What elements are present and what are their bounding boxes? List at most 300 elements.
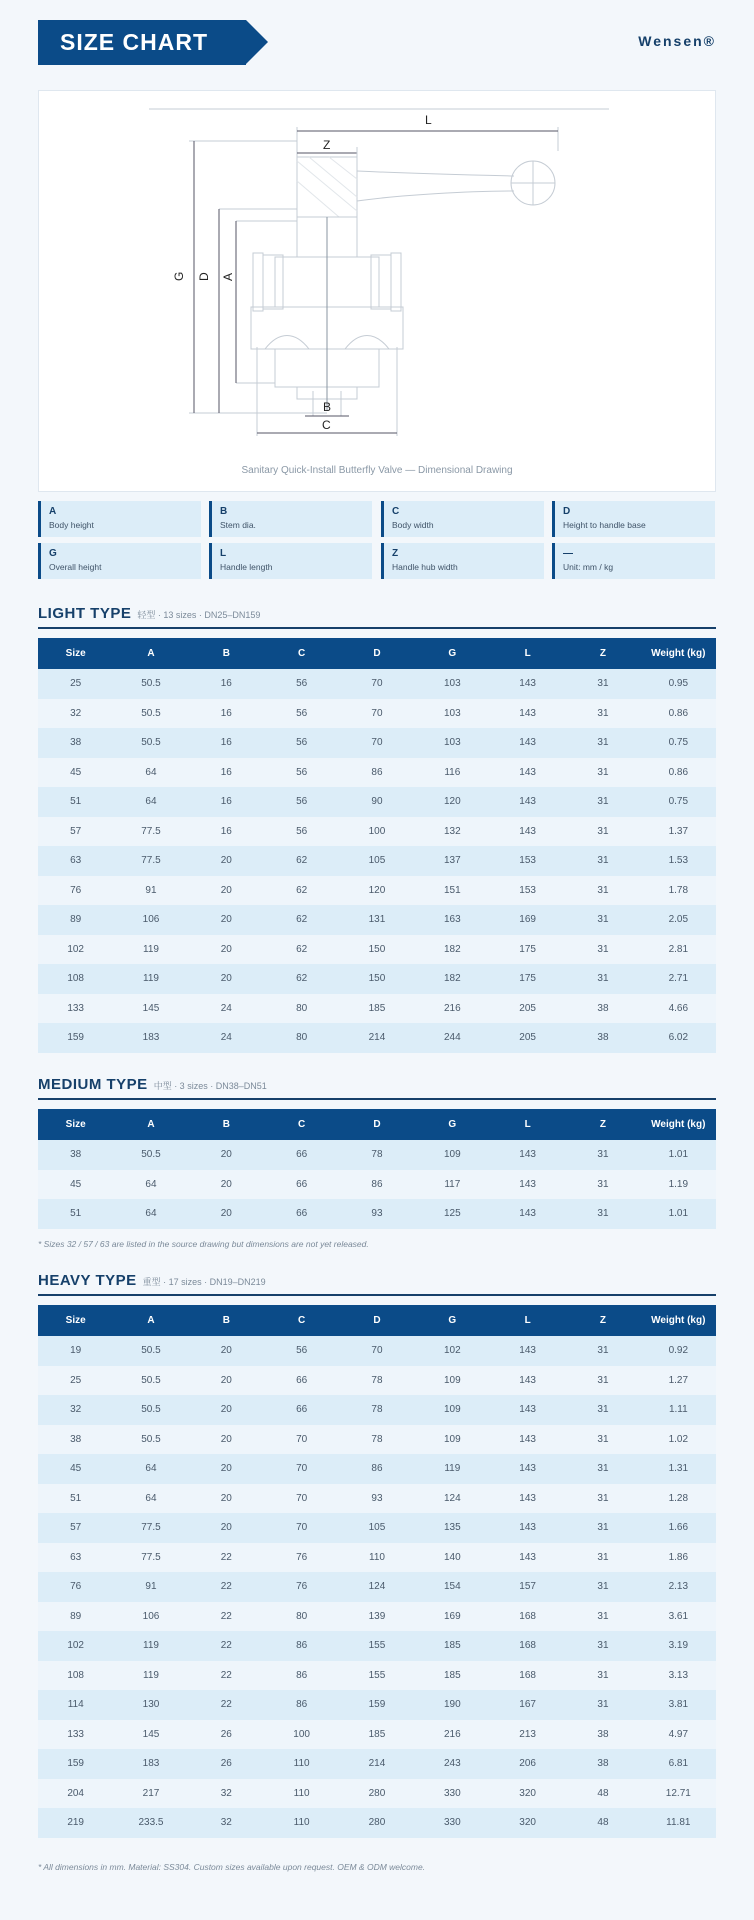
column-header: L [490, 1109, 565, 1140]
table-cell: 56 [264, 1336, 339, 1366]
table-cell: 66 [264, 1395, 339, 1425]
table-cell: 143 [490, 1170, 565, 1200]
table-cell: 90 [339, 787, 414, 817]
table-cell: 31 [565, 1140, 640, 1170]
table-cell: 31 [565, 1366, 640, 1396]
table-cell: 163 [415, 905, 490, 935]
drawing-caption: Sanitary Quick-Install Butterfly Valve — Dimensional Drawing [241, 465, 513, 476]
table-row [38, 1336, 716, 1366]
table-cell: 91 [113, 1572, 188, 1602]
table-cell: 153 [490, 876, 565, 906]
heavy-type-table [38, 1305, 716, 1838]
table-cell: 80 [264, 994, 339, 1024]
section-divider [38, 1294, 716, 1296]
table-cell: 50.5 [113, 1425, 188, 1455]
table-cell: 119 [113, 935, 188, 965]
table-row [38, 1140, 716, 1170]
table-cell: 31 [565, 1631, 640, 1661]
legend-desc: Body height [49, 520, 94, 530]
table-cell: 20 [189, 1336, 264, 1366]
table-cell: 16 [189, 817, 264, 847]
table-cell: 124 [339, 1572, 414, 1602]
page-title: SIZE CHART [60, 29, 208, 55]
table-cell: 31 [565, 1543, 640, 1573]
table-cell: 320 [490, 1779, 565, 1809]
table-cell: 330 [415, 1779, 490, 1809]
table-cell: 124 [415, 1484, 490, 1514]
table-cell: 22 [189, 1572, 264, 1602]
table-cell: 56 [264, 669, 339, 699]
table-cell: 20 [189, 1199, 264, 1229]
table-cell: 233.5 [113, 1808, 188, 1838]
table-cell: 31 [565, 935, 640, 965]
table-cell: 185 [415, 1631, 490, 1661]
table-cell: 48 [565, 1779, 640, 1809]
table-cell: 50.5 [113, 1336, 188, 1366]
table-row [38, 728, 716, 758]
table-cell: 143 [490, 1140, 565, 1170]
legend-item [552, 543, 715, 579]
table-cell: 31 [565, 1425, 640, 1455]
table-cell: 0.95 [641, 669, 716, 699]
medium-type-table [38, 1109, 716, 1229]
table-cell: 20 [189, 1366, 264, 1396]
column-header: A [113, 1109, 188, 1140]
table-row [38, 935, 716, 965]
table-cell: 168 [490, 1631, 565, 1661]
table-cell: 77.5 [113, 1543, 188, 1573]
table-cell: 143 [490, 758, 565, 788]
section-divider [38, 627, 716, 629]
table-cell: 2.81 [641, 935, 716, 965]
table-cell: 24 [189, 994, 264, 1024]
table-cell: 2.05 [641, 905, 716, 935]
table-cell: 62 [264, 935, 339, 965]
table-cell: 132 [415, 817, 490, 847]
column-header: B [189, 1109, 264, 1140]
table-cell: 62 [264, 964, 339, 994]
table-cell: 119 [113, 1631, 188, 1661]
table-cell: 20 [189, 1513, 264, 1543]
table-cell: 50.5 [113, 699, 188, 729]
heavy-type-heading [38, 1272, 266, 1292]
table-row [38, 1425, 716, 1455]
table-cell: 20 [189, 964, 264, 994]
table-cell: 175 [490, 935, 565, 965]
table-cell: 20 [189, 1395, 264, 1425]
table-row [38, 1779, 716, 1809]
table-cell: 143 [490, 1543, 565, 1573]
table-cell: 159 [38, 1023, 113, 1053]
column-header: Size [38, 1305, 113, 1336]
table-cell: 86 [264, 1631, 339, 1661]
legend-desc: Body width [392, 520, 434, 530]
table-cell: 20 [189, 935, 264, 965]
table-cell: 109 [415, 1425, 490, 1455]
column-header: G [415, 638, 490, 669]
table-cell: 50.5 [113, 1395, 188, 1425]
table-cell: 26 [189, 1720, 264, 1750]
table-cell: 1.53 [641, 846, 716, 876]
table-cell: 103 [415, 699, 490, 729]
table-cell: 1.86 [641, 1543, 716, 1573]
table-cell: 38 [38, 728, 113, 758]
table-cell: 38 [565, 1023, 640, 1053]
table-row [38, 994, 716, 1024]
table-cell: 143 [490, 787, 565, 817]
table-cell: 150 [339, 964, 414, 994]
table-cell: 31 [565, 846, 640, 876]
table-cell: 183 [113, 1023, 188, 1053]
table-cell: 78 [339, 1425, 414, 1455]
table-row [38, 1720, 716, 1750]
table-cell: 57 [38, 1513, 113, 1543]
table-cell: 12.71 [641, 1779, 716, 1809]
table-cell: 31 [565, 1572, 640, 1602]
table-cell: 6.02 [641, 1023, 716, 1053]
table-cell: 103 [415, 669, 490, 699]
table-row [38, 1023, 716, 1053]
table-cell: 31 [565, 1395, 640, 1425]
table-cell: 26 [189, 1749, 264, 1779]
section-title: MEDIUM TYPE [38, 1076, 148, 1093]
legend-item [381, 501, 544, 537]
table-cell: 185 [339, 1720, 414, 1750]
table-cell: 0.86 [641, 699, 716, 729]
table-cell: 167 [490, 1690, 565, 1720]
table-cell: 175 [490, 964, 565, 994]
table-row [38, 1808, 716, 1838]
section-subtitle: 重型 · 17 sizes · DN19–DN219 [142, 1277, 266, 1287]
table-cell: 103 [415, 728, 490, 758]
table-cell: 76 [264, 1543, 339, 1573]
table-cell: 31 [565, 787, 640, 817]
table-cell: 93 [339, 1484, 414, 1514]
column-header: C [264, 1305, 339, 1336]
table-cell: 4.97 [641, 1720, 716, 1750]
table-cell: 143 [490, 669, 565, 699]
table-cell: 140 [415, 1543, 490, 1573]
table-cell: 143 [490, 1513, 565, 1543]
table-cell: 77.5 [113, 817, 188, 847]
table-cell: 100 [339, 817, 414, 847]
legend-item [38, 501, 201, 537]
table-cell: 51 [38, 1199, 113, 1229]
table-cell: 64 [113, 758, 188, 788]
table-cell: 86 [264, 1690, 339, 1720]
legend-desc: Overall height [49, 562, 102, 572]
table-cell: 1.66 [641, 1513, 716, 1543]
table-cell: 70 [339, 728, 414, 758]
table-cell: 16 [189, 699, 264, 729]
table-cell: 80 [264, 1602, 339, 1632]
table-cell: 119 [113, 964, 188, 994]
dim-label-l: L [425, 113, 432, 127]
section-title: HEAVY TYPE [38, 1272, 137, 1289]
table-cell: 16 [189, 787, 264, 817]
table-cell: 0.75 [641, 787, 716, 817]
table-cell: 64 [113, 1170, 188, 1200]
table-cell: 66 [264, 1199, 339, 1229]
table-cell: 70 [339, 669, 414, 699]
table-cell: 105 [339, 846, 414, 876]
table-cell: 25 [38, 1366, 113, 1396]
table-cell: 154 [415, 1572, 490, 1602]
table-cell: 3.81 [641, 1690, 716, 1720]
table-cell: 31 [565, 876, 640, 906]
table-cell: 51 [38, 1484, 113, 1514]
table-cell: 110 [339, 1543, 414, 1573]
table-cell: 110 [264, 1808, 339, 1838]
column-header: C [264, 1109, 339, 1140]
table-cell: 45 [38, 758, 113, 788]
table-cell: 120 [339, 876, 414, 906]
table-cell: 151 [415, 876, 490, 906]
table-cell: 77.5 [113, 1513, 188, 1543]
table-cell: 56 [264, 728, 339, 758]
table-cell: 31 [565, 1661, 640, 1691]
table-cell: 64 [113, 1199, 188, 1229]
table-cell: 190 [415, 1690, 490, 1720]
column-header: L [490, 1305, 565, 1336]
legend-key: G [49, 548, 57, 559]
table-cell: 31 [565, 1336, 640, 1366]
table-cell: 185 [339, 994, 414, 1024]
table-cell: 56 [264, 817, 339, 847]
legend-desc: Unit: mm / kg [563, 562, 614, 572]
table-cell: 206 [490, 1749, 565, 1779]
table-cell: 56 [264, 699, 339, 729]
column-header: Size [38, 1109, 113, 1140]
table-cell: 185 [415, 1661, 490, 1691]
table-cell: 119 [113, 1661, 188, 1691]
table-row [38, 699, 716, 729]
table-row [38, 1199, 716, 1229]
table-row [38, 1690, 716, 1720]
table-cell: 31 [565, 1690, 640, 1720]
column-header: Weight (kg) [641, 1109, 716, 1140]
section-title: LIGHT TYPE [38, 605, 132, 622]
dimensional-drawing [38, 90, 716, 492]
table-cell: 16 [189, 758, 264, 788]
table-cell: 217 [113, 1779, 188, 1809]
table-row [38, 1170, 716, 1200]
table-cell: 70 [264, 1513, 339, 1543]
legend-desc: Handle length [220, 562, 273, 572]
legend-item [381, 543, 544, 579]
table-cell: 110 [264, 1749, 339, 1779]
table-cell: 125 [415, 1199, 490, 1229]
table-cell: 133 [38, 1720, 113, 1750]
table-cell: 16 [189, 669, 264, 699]
table-cell: 183 [113, 1749, 188, 1779]
table-cell: 86 [264, 1661, 339, 1691]
table-cell: 31 [565, 669, 640, 699]
table-cell: 22 [189, 1602, 264, 1632]
legend-item [552, 501, 715, 537]
dim-label-g: G [172, 271, 186, 281]
table-cell: 70 [264, 1454, 339, 1484]
table-cell: 106 [113, 905, 188, 935]
table-cell: 31 [565, 699, 640, 729]
table-cell: 3.13 [641, 1661, 716, 1691]
column-header: G [415, 1109, 490, 1140]
table-cell: 1.78 [641, 876, 716, 906]
table-row [38, 1454, 716, 1484]
table-row [38, 1366, 716, 1396]
table-cell: 135 [415, 1513, 490, 1543]
table-row [38, 846, 716, 876]
table-cell: 1.11 [641, 1395, 716, 1425]
table-cell: 32 [189, 1808, 264, 1838]
table-cell: 143 [490, 1484, 565, 1514]
table-cell: 70 [339, 1336, 414, 1366]
table-cell: 108 [38, 964, 113, 994]
table-cell: 76 [38, 1572, 113, 1602]
table-cell: 102 [38, 935, 113, 965]
table-cell: 116 [415, 758, 490, 788]
legend-item [38, 543, 201, 579]
table-cell: 62 [264, 846, 339, 876]
table-cell: 106 [113, 1602, 188, 1632]
table-cell: 89 [38, 1602, 113, 1632]
table-cell: 80 [264, 1023, 339, 1053]
table-cell: 139 [339, 1602, 414, 1632]
table-cell: 64 [113, 787, 188, 817]
table-cell: 32 [38, 699, 113, 729]
table-cell: 19 [38, 1336, 113, 1366]
table-row [38, 964, 716, 994]
table-cell: 155 [339, 1631, 414, 1661]
table-cell: 150 [339, 935, 414, 965]
section-subtitle: 中型 · 3 sizes · DN38–DN51 [153, 1081, 267, 1091]
table-row [38, 1749, 716, 1779]
table-cell: 4.66 [641, 994, 716, 1024]
table-cell: 20 [189, 1484, 264, 1514]
table-cell: 11.81 [641, 1808, 716, 1838]
table-row [38, 1631, 716, 1661]
table-cell: 38 [565, 1720, 640, 1750]
legend-key: C [392, 506, 400, 517]
table-cell: 2.13 [641, 1572, 716, 1602]
legend-key: D [563, 506, 571, 517]
dim-label-b: B [323, 400, 332, 414]
table-cell: 86 [339, 1170, 414, 1200]
column-header: Z [565, 1109, 640, 1140]
table-cell: 143 [490, 1395, 565, 1425]
table-cell: 76 [264, 1572, 339, 1602]
table-cell: 3.61 [641, 1602, 716, 1632]
table-cell: 78 [339, 1395, 414, 1425]
table-cell: 20 [189, 1454, 264, 1484]
table-row [38, 1572, 716, 1602]
table-cell: 0.75 [641, 728, 716, 758]
table-cell: 168 [490, 1602, 565, 1632]
table-cell: 31 [565, 1513, 640, 1543]
table-row [38, 758, 716, 788]
table-cell: 157 [490, 1572, 565, 1602]
table-cell: 31 [565, 728, 640, 758]
table-cell: 108 [38, 1661, 113, 1691]
footer-note: * All dimensions in mm. Material: SS304. Custom sizes available upon request. OEM & ODM welcome. [38, 1862, 426, 1872]
table-cell: 216 [415, 994, 490, 1024]
table-cell: 3.19 [641, 1631, 716, 1661]
table-cell: 159 [38, 1749, 113, 1779]
table-cell: 155 [339, 1661, 414, 1691]
table-row [38, 1543, 716, 1573]
table-cell: 70 [264, 1484, 339, 1514]
table-row [38, 1602, 716, 1632]
table-cell: 1.19 [641, 1170, 716, 1200]
column-header: D [339, 1305, 414, 1336]
table-cell: 169 [415, 1602, 490, 1632]
table-cell: 109 [415, 1395, 490, 1425]
table-cell: 22 [189, 1690, 264, 1720]
table-cell: 64 [113, 1484, 188, 1514]
column-header: Weight (kg) [641, 1305, 716, 1336]
column-header: D [339, 638, 414, 669]
legend-desc: Stem dia. [220, 520, 256, 530]
table-cell: 213 [490, 1720, 565, 1750]
dim-label-d: D [197, 272, 211, 281]
column-header: A [113, 638, 188, 669]
table-cell: 77.5 [113, 846, 188, 876]
dimension-legend [38, 501, 716, 581]
table-cell: 78 [339, 1140, 414, 1170]
table-cell: 56 [264, 758, 339, 788]
table-cell: 38 [38, 1140, 113, 1170]
legend-item [209, 543, 372, 579]
table-cell: 57 [38, 817, 113, 847]
dim-label-a: A [221, 272, 235, 281]
table-cell: 20 [189, 1140, 264, 1170]
table-cell: 1.27 [641, 1366, 716, 1396]
table-cell: 0.86 [641, 758, 716, 788]
column-header: B [189, 1305, 264, 1336]
table-cell: 143 [490, 817, 565, 847]
legend-key: L [220, 548, 227, 559]
table-cell: 182 [415, 964, 490, 994]
table-cell: 320 [490, 1808, 565, 1838]
table-cell: 205 [490, 1023, 565, 1053]
column-header: D [339, 1109, 414, 1140]
table-row [38, 1484, 716, 1514]
table-cell: 78 [339, 1366, 414, 1396]
column-header: Size [38, 638, 113, 669]
table-cell: 143 [490, 728, 565, 758]
table-cell: 51 [38, 787, 113, 817]
column-header: B [189, 638, 264, 669]
table-cell: 86 [339, 758, 414, 788]
table-cell: 143 [490, 1199, 565, 1229]
table-cell: 38 [565, 994, 640, 1024]
dim-label-z: Z [323, 138, 331, 152]
table-cell: 31 [565, 758, 640, 788]
table-cell: 20 [189, 846, 264, 876]
table-cell: 219 [38, 1808, 113, 1838]
table-cell: 25 [38, 669, 113, 699]
table-cell: 31 [565, 905, 640, 935]
table-cell: 1.28 [641, 1484, 716, 1514]
table-cell: 133 [38, 994, 113, 1024]
table-cell: 145 [113, 1720, 188, 1750]
table-cell: 169 [490, 905, 565, 935]
table-row [38, 1513, 716, 1543]
table-cell: 93 [339, 1199, 414, 1229]
table-cell: 70 [339, 699, 414, 729]
light-type-table [38, 638, 716, 1053]
table-cell: 63 [38, 1543, 113, 1573]
